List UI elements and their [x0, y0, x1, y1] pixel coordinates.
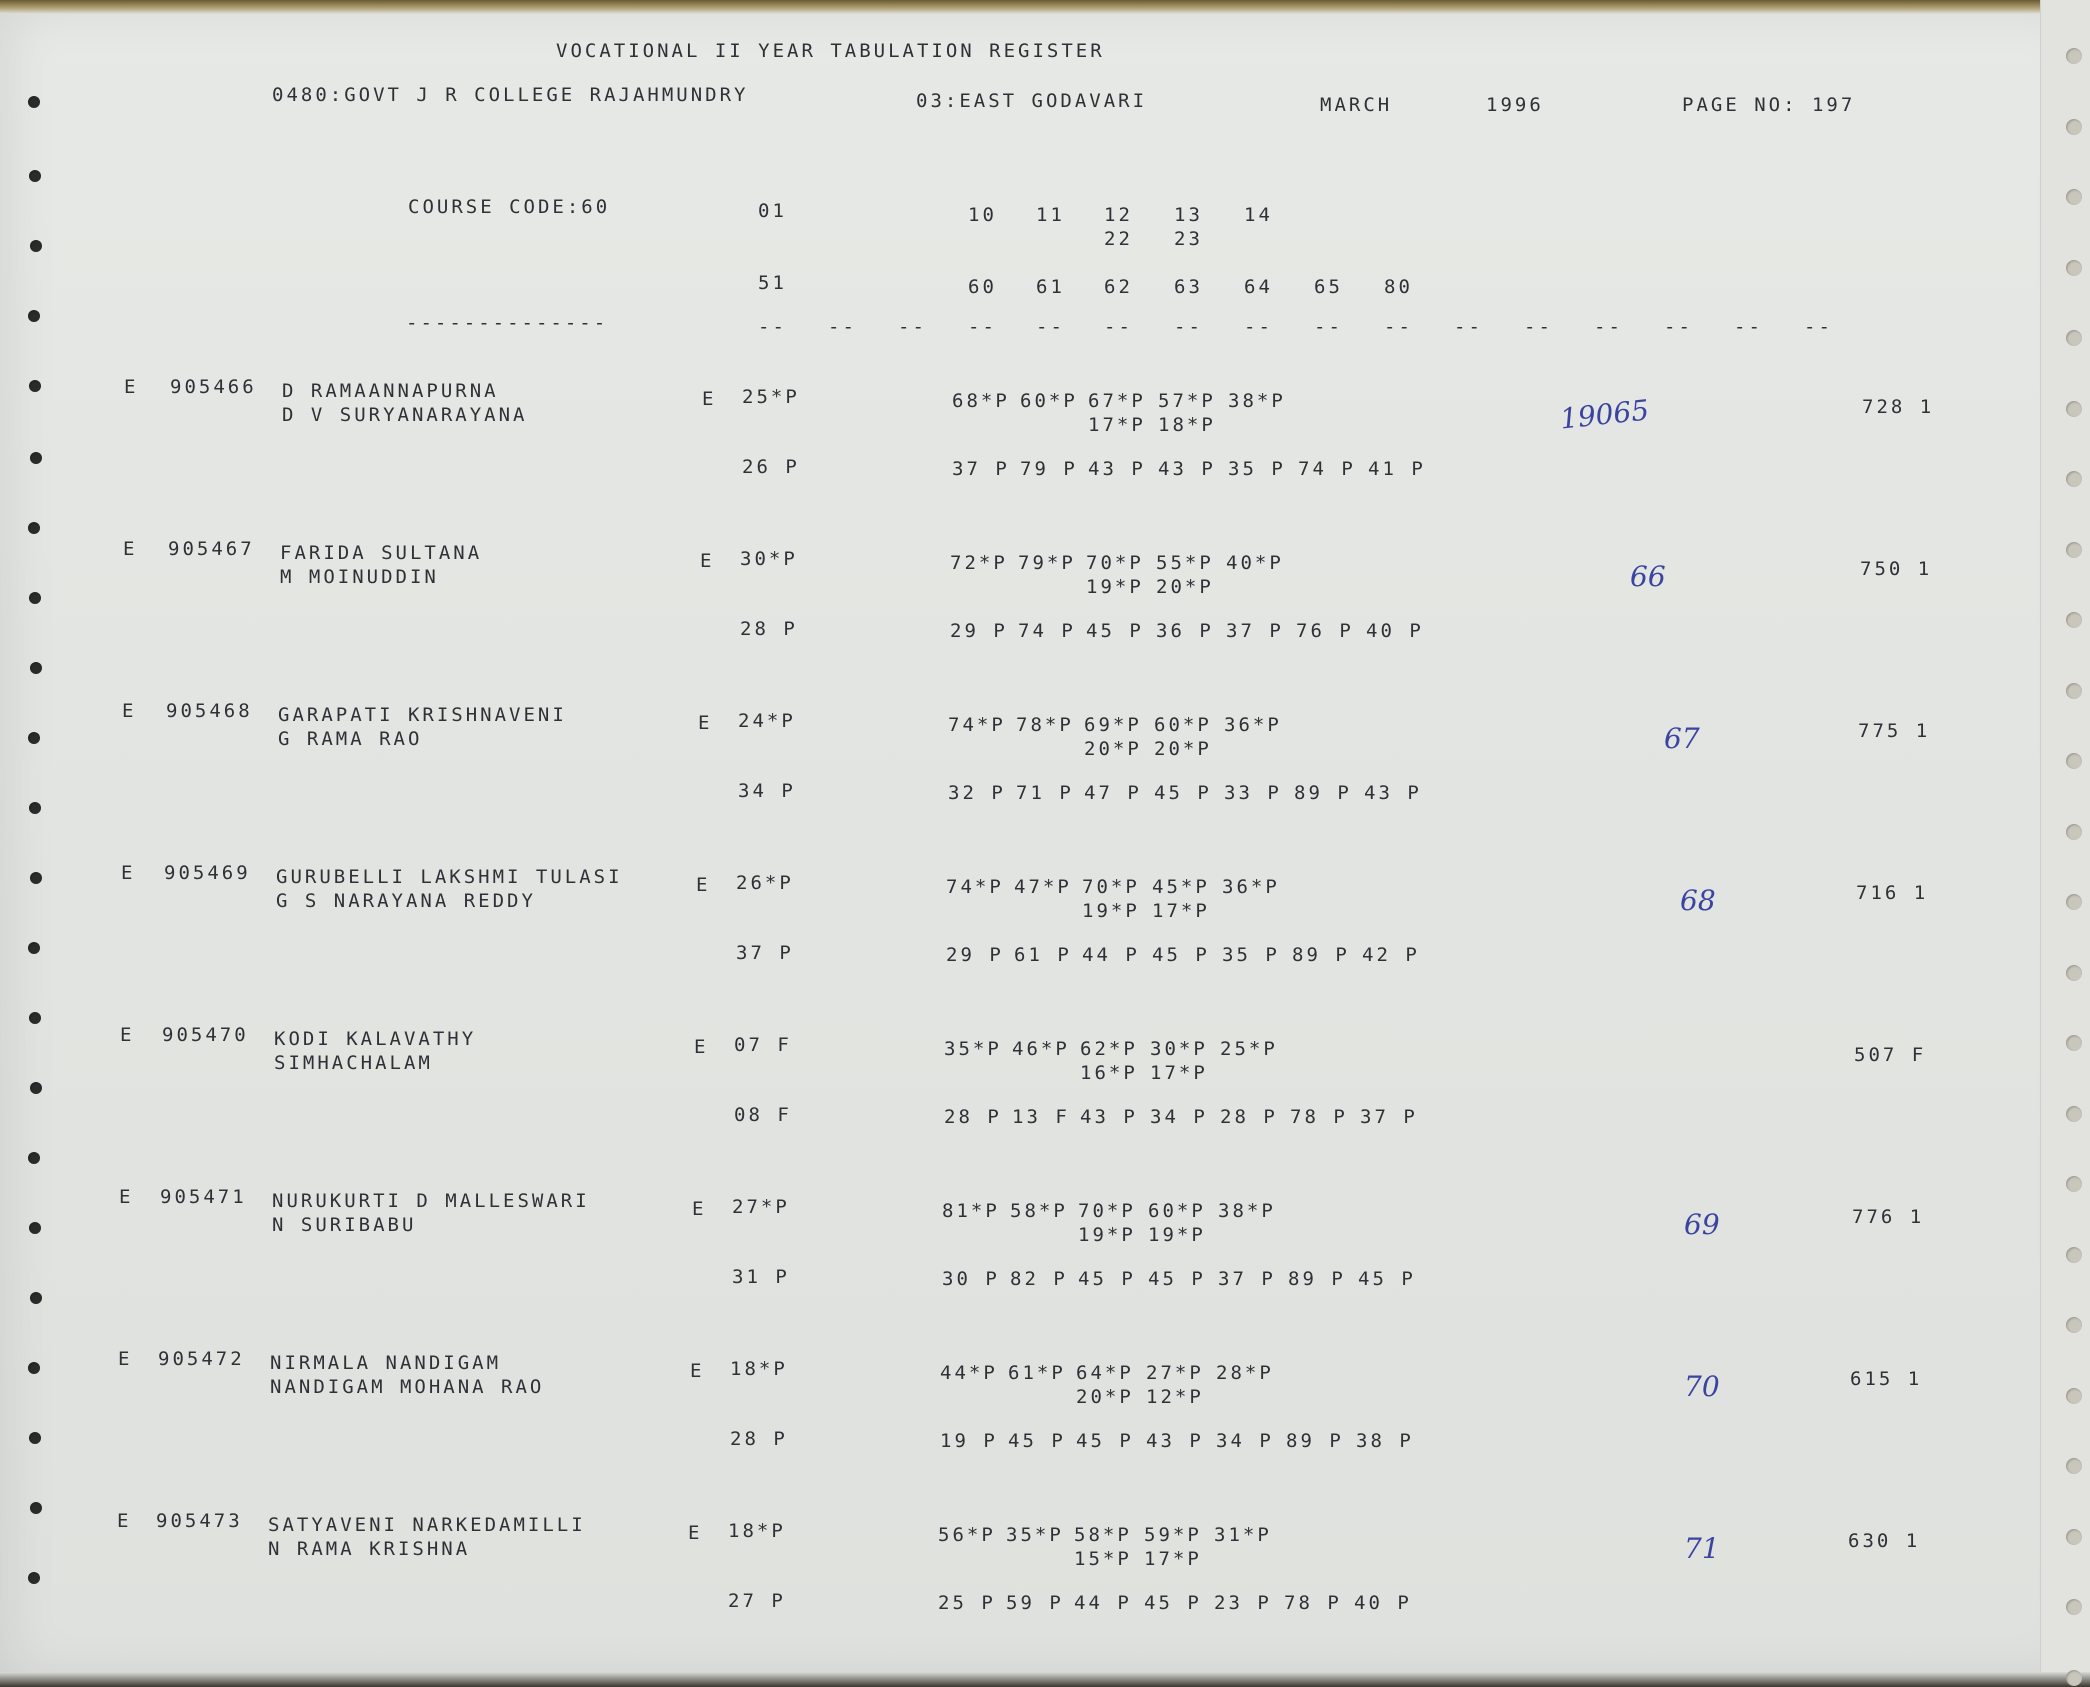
code-row1-value: 11: [1036, 204, 1065, 226]
code-row2-value: 63: [1174, 276, 1203, 298]
code-row1-value: 12: [1104, 204, 1133, 226]
code-row1-value: 14: [1244, 204, 1273, 226]
subject-mark: 70*P: [1082, 876, 1140, 898]
practical-mark: 43 P: [1088, 458, 1146, 480]
subject-mark: 74*P: [948, 714, 1006, 736]
code-row2-value: 62: [1104, 276, 1133, 298]
feed-hole: [2066, 401, 2082, 417]
subject-mark: 55*P: [1156, 552, 1214, 574]
first-year-marks: 18*P: [730, 1358, 788, 1380]
subject-mark: 40*P: [1226, 552, 1284, 574]
subject-mark: 69*P: [1084, 714, 1142, 736]
second-year-marks: 27 P: [728, 1590, 786, 1612]
subject-mark: 70*P: [1078, 1200, 1136, 1222]
exam-month: MARCH: [1320, 94, 1393, 116]
practical-mark: 41 P: [1368, 458, 1426, 480]
subject-mark: 38*P: [1228, 390, 1286, 412]
practical-mark: 45 P: [1148, 1268, 1206, 1290]
divider-long: --------------: [406, 312, 609, 334]
practical-mark: 28 P: [944, 1106, 1002, 1128]
record-type: E: [117, 1510, 132, 1532]
handwritten-serial: 68: [1680, 884, 1716, 917]
practical-mark: 34 P: [1216, 1430, 1274, 1452]
subject-mark: 31*P: [1214, 1524, 1272, 1546]
grand-total-result: 728 1: [1862, 396, 1935, 418]
register-title: VOCATIONAL II YEAR TABULATION REGISTER: [556, 40, 1105, 62]
second-year-marks: 08 F: [734, 1104, 792, 1126]
hall-ticket-number: 905473: [156, 1510, 243, 1532]
subject-mark-sub: 17*P: [1088, 414, 1146, 436]
candidate-name: NURUKURTI D MALLESWARI: [272, 1190, 590, 1212]
handwritten-serial: 70: [1684, 1370, 1720, 1403]
subject-mark: 81*P: [942, 1200, 1000, 1222]
practical-mark: 45 P: [1152, 944, 1210, 966]
subject-mark: 27*P: [1146, 1362, 1204, 1384]
code-row2-value: 80: [1384, 276, 1413, 298]
code-row2-value: 61: [1036, 276, 1065, 298]
practical-mark: 37 P: [1218, 1268, 1276, 1290]
handwritten-serial: 19065: [1558, 393, 1651, 436]
practical-mark: 45 P: [1078, 1268, 1136, 1290]
subject-mark-sub: 17*P: [1144, 1548, 1202, 1570]
father-name: SIMHACHALAM: [274, 1052, 433, 1074]
district: 03:EAST GODAVARI: [916, 90, 1148, 112]
divider-dash: --: [1804, 316, 1833, 338]
candidate-name: GURUBELLI LAKSHMI TULASI: [276, 866, 623, 888]
divider-dash: --: [758, 316, 787, 338]
practical-mark: 44 P: [1082, 944, 1140, 966]
father-name: M MOINUDDIN: [280, 566, 439, 588]
subject-mark: 57*P: [1158, 390, 1216, 412]
feed-hole: [28, 942, 40, 954]
hall-ticket-number: 905472: [158, 1348, 245, 1370]
code-row2-value: 64: [1244, 276, 1273, 298]
second-year-marks: 28 P: [730, 1428, 788, 1450]
subject-mark: 35*P: [1006, 1524, 1064, 1546]
subject-mark: 68*P: [952, 390, 1010, 412]
tractor-feed-strip: [2040, 0, 2090, 1687]
subject-mark: 67*P: [1088, 390, 1146, 412]
second-year-marks: 31 P: [732, 1266, 790, 1288]
subject-mark: 79*P: [1018, 552, 1076, 574]
father-name: D V SURYANARAYANA: [282, 404, 528, 426]
practical-mark: 45 P: [1076, 1430, 1134, 1452]
record-type: E: [120, 1024, 135, 1046]
medium-code: E: [702, 388, 717, 410]
practical-mark: 33 P: [1224, 782, 1282, 804]
medium-code: E: [692, 1198, 707, 1220]
subject-mark-sub: 20*P: [1154, 738, 1212, 760]
grand-total-result: 776 1: [1852, 1206, 1925, 1228]
subject-mark: 36*P: [1224, 714, 1282, 736]
medium-code: E: [698, 712, 713, 734]
feed-hole: [30, 1082, 42, 1094]
feed-hole: [28, 1572, 40, 1584]
divider-dash: --: [1174, 316, 1203, 338]
feed-hole: [30, 452, 42, 464]
practical-mark: 78 P: [1284, 1592, 1342, 1614]
subject-mark: 38*P: [1218, 1200, 1276, 1222]
practical-mark: 36 P: [1156, 620, 1214, 642]
subject-mark: 60*P: [1020, 390, 1078, 412]
feed-hole: [2066, 189, 2082, 205]
feed-hole: [29, 1222, 41, 1234]
record-type: E: [123, 538, 138, 560]
grand-total-result: 615 1: [1850, 1368, 1923, 1390]
practical-mark: 82 P: [1010, 1268, 1068, 1290]
feed-hole: [2066, 1388, 2082, 1404]
practical-mark: 89 P: [1292, 944, 1350, 966]
subject-mark-sub: 19*P: [1082, 900, 1140, 922]
divider-dash: --: [1664, 316, 1693, 338]
first-year-marks: 27*P: [732, 1196, 790, 1218]
practical-mark: 45 P: [1086, 620, 1144, 642]
handwritten-serial: 69: [1684, 1208, 1720, 1241]
practical-mark: 28 P: [1220, 1106, 1278, 1128]
feed-hole: [2066, 1247, 2082, 1263]
feed-hole: [30, 240, 42, 252]
practical-mark: 25 P: [938, 1592, 996, 1614]
feed-hole: [2066, 753, 2082, 769]
feed-hole: [2066, 894, 2082, 910]
medium-code: E: [690, 1360, 705, 1382]
feed-hole: [30, 662, 42, 674]
code-row1-first: 01: [758, 200, 787, 222]
feed-hole: [2066, 683, 2082, 699]
subject-mark: 46*P: [1012, 1038, 1070, 1060]
practical-mark: 35 P: [1222, 944, 1280, 966]
subject-mark: 62*P: [1080, 1038, 1138, 1060]
subject-mark: 72*P: [950, 552, 1008, 574]
subject-mark-sub: 19*P: [1078, 1224, 1136, 1246]
feed-hole: [30, 872, 42, 884]
practical-mark: 23 P: [1214, 1592, 1272, 1614]
feed-hole: [29, 1432, 41, 1444]
practical-mark: 13 F: [1012, 1106, 1070, 1128]
practical-mark: 74 P: [1298, 458, 1356, 480]
subject-mark-sub: 16*P: [1080, 1062, 1138, 1084]
divider-dash: --: [1524, 316, 1553, 338]
divider-dash: --: [1244, 316, 1273, 338]
grand-total-result: 507 F: [1854, 1044, 1927, 1066]
feed-hole: [2066, 1106, 2082, 1122]
feed-hole: [2066, 1599, 2082, 1615]
feed-hole: [2066, 1458, 2082, 1474]
medium-code: E: [696, 874, 711, 896]
subject-mark: 74*P: [946, 876, 1004, 898]
father-name: N SURIBABU: [272, 1214, 417, 1236]
subject-mark: 60*P: [1154, 714, 1212, 736]
code-row1-value: 13: [1174, 204, 1203, 226]
feed-hole: [2066, 260, 2082, 276]
handwritten-serial: 67: [1664, 722, 1700, 755]
subject-mark-sub: 12*P: [1146, 1386, 1204, 1408]
subject-mark-sub: 17*P: [1150, 1062, 1208, 1084]
feed-hole: [28, 96, 40, 108]
feed-hole: [28, 732, 40, 744]
candidate-name: D RAMAANNAPURNA: [282, 380, 499, 402]
divider-dash: --: [1454, 316, 1483, 338]
father-name: G S NARAYANA REDDY: [276, 890, 536, 912]
feed-hole: [2066, 119, 2082, 135]
feed-hole: [29, 380, 41, 392]
feed-hole: [28, 1152, 40, 1164]
code-row1-value: 10: [968, 204, 997, 226]
subject-mark-sub: 19*P: [1086, 576, 1144, 598]
father-name: G RAMA RAO: [278, 728, 423, 750]
divider-dash: --: [828, 316, 857, 338]
page-number: PAGE NO: 197: [1682, 94, 1856, 116]
feed-hole: [2066, 48, 2082, 64]
feed-hole: [29, 592, 41, 604]
practical-mark: 40 P: [1354, 1592, 1412, 1614]
subject-mark-sub: 17*P: [1152, 900, 1210, 922]
feed-hole: [2066, 542, 2082, 558]
subject-mark-sub: 20*P: [1076, 1386, 1134, 1408]
feed-hole: [2066, 1035, 2082, 1051]
hall-ticket-number: 905469: [164, 862, 251, 884]
hall-ticket-number: 905466: [170, 376, 257, 398]
divider-dash: --: [1036, 316, 1065, 338]
candidate-name: SATYAVENI NARKEDAMILLI: [268, 1514, 586, 1536]
code-row1b-value: 23: [1174, 228, 1203, 250]
feed-hole: [29, 802, 41, 814]
feed-hole: [2066, 612, 2082, 628]
father-name: NANDIGAM MOHANA RAO: [270, 1376, 545, 1398]
practical-mark: 45 P: [1008, 1430, 1066, 1452]
practical-mark: 40 P: [1366, 620, 1424, 642]
practical-mark: 44 P: [1074, 1592, 1132, 1614]
subject-mark-sub: 18*P: [1158, 414, 1216, 436]
divider-dash: --: [898, 316, 927, 338]
practical-mark: 76 P: [1296, 620, 1354, 642]
second-year-marks: 26 P: [742, 456, 800, 478]
father-name: N RAMA KRISHNA: [268, 1538, 471, 1560]
feed-hole: [2066, 1176, 2082, 1192]
practical-mark: 74 P: [1018, 620, 1076, 642]
second-year-marks: 37 P: [736, 942, 794, 964]
subject-mark: 61*P: [1008, 1362, 1066, 1384]
subject-mark: 64*P: [1076, 1362, 1134, 1384]
first-year-marks: 07 F: [734, 1034, 792, 1056]
course-code: COURSE CODE:60: [408, 196, 611, 218]
medium-code: E: [700, 550, 715, 572]
practical-mark: 89 P: [1288, 1268, 1346, 1290]
candidate-name: NIRMALA NANDIGAM: [270, 1352, 502, 1374]
subject-mark: 58*P: [1074, 1524, 1132, 1546]
hall-ticket-number: 905468: [166, 700, 253, 722]
practical-mark: 59 P: [1006, 1592, 1064, 1614]
record-type: E: [118, 1348, 133, 1370]
medium-code: E: [694, 1036, 709, 1058]
medium-code: E: [688, 1522, 703, 1544]
hall-ticket-number: 905470: [162, 1024, 249, 1046]
practical-mark: 43 P: [1146, 1430, 1204, 1452]
code-row2-first: 51: [758, 272, 787, 294]
subject-mark: 60*P: [1148, 1200, 1206, 1222]
bottom-edge: [0, 1672, 2090, 1687]
first-year-marks: 26*P: [736, 872, 794, 894]
feed-hole: [30, 1292, 42, 1304]
practical-mark: 61 P: [1014, 944, 1072, 966]
code-row2-value: 60: [968, 276, 997, 298]
practical-mark: 47 P: [1084, 782, 1142, 804]
feed-hole: [2066, 824, 2082, 840]
hall-ticket-number: 905467: [168, 538, 255, 560]
subject-mark-sub: 20*P: [1156, 576, 1214, 598]
practical-mark: 45 P: [1154, 782, 1212, 804]
practical-mark: 30 P: [942, 1268, 1000, 1290]
subject-mark: 58*P: [1010, 1200, 1068, 1222]
candidate-name: FARIDA SULTANA: [280, 542, 483, 564]
first-year-marks: 30*P: [740, 548, 798, 570]
practical-mark: 29 P: [946, 944, 1004, 966]
practical-mark: 32 P: [948, 782, 1006, 804]
college-name: 0480:GOVT J R COLLEGE RAJAHMUNDRY: [272, 84, 749, 106]
subject-mark: 30*P: [1150, 1038, 1208, 1060]
subject-mark: 78*P: [1016, 714, 1074, 736]
subject-mark-sub: 19*P: [1148, 1224, 1206, 1246]
exam-year: 1996: [1486, 94, 1544, 116]
grand-total-result: 630 1: [1848, 1530, 1921, 1552]
feed-hole: [30, 1502, 42, 1514]
first-year-marks: 25*P: [742, 386, 800, 408]
practical-mark: 37 P: [952, 458, 1010, 480]
practical-mark: 45 P: [1144, 1592, 1202, 1614]
practical-mark: 89 P: [1286, 1430, 1344, 1452]
divider-dash: --: [1104, 316, 1133, 338]
practical-mark: 43 P: [1364, 782, 1422, 804]
subject-mark: 56*P: [938, 1524, 996, 1546]
second-year-marks: 28 P: [740, 618, 798, 640]
record-type: E: [122, 700, 137, 722]
practical-mark: 78 P: [1290, 1106, 1348, 1128]
feed-hole: [28, 1362, 40, 1374]
practical-mark: 34 P: [1150, 1106, 1208, 1128]
practical-mark: 43 P: [1158, 458, 1216, 480]
practical-mark: 43 P: [1080, 1106, 1138, 1128]
practical-mark: 79 P: [1020, 458, 1078, 480]
subject-mark: 35*P: [944, 1038, 1002, 1060]
grand-total-result: 750 1: [1860, 558, 1933, 580]
code-row1b-value: 22: [1104, 228, 1133, 250]
feed-hole: [2066, 965, 2082, 981]
grand-total-result: 716 1: [1856, 882, 1929, 904]
subject-mark: 70*P: [1086, 552, 1144, 574]
practical-mark: 19 P: [940, 1430, 998, 1452]
handwritten-serial: 66: [1630, 560, 1666, 593]
divider-dash: --: [1734, 316, 1763, 338]
subject-mark-sub: 15*P: [1074, 1548, 1132, 1570]
practical-mark: 42 P: [1362, 944, 1420, 966]
feed-hole: [2066, 1529, 2082, 1545]
feed-hole: [29, 1012, 41, 1024]
record-type: E: [124, 376, 139, 398]
divider-dash: --: [1314, 316, 1343, 338]
subject-mark: 28*P: [1216, 1362, 1274, 1384]
handwritten-serial: 71: [1684, 1532, 1720, 1565]
subject-mark-sub: 20*P: [1084, 738, 1142, 760]
feed-hole: [28, 310, 40, 322]
candidate-name: GARAPATI KRISHNAVENI: [278, 704, 567, 726]
feed-hole: [29, 170, 41, 182]
divider-dash: --: [1384, 316, 1413, 338]
feed-hole: [2066, 330, 2082, 346]
feed-hole: [2066, 471, 2082, 487]
first-year-marks: 18*P: [728, 1520, 786, 1542]
record-type: E: [119, 1186, 134, 1208]
practical-mark: 35 P: [1228, 458, 1286, 480]
practical-mark: 38 P: [1356, 1430, 1414, 1452]
subject-mark: 47*P: [1014, 876, 1072, 898]
grand-total-result: 775 1: [1858, 720, 1931, 742]
second-year-marks: 34 P: [738, 780, 796, 802]
subject-mark: 25*P: [1220, 1038, 1278, 1060]
divider-dash: --: [968, 316, 997, 338]
candidate-name: KODI KALAVATHY: [274, 1028, 477, 1050]
subject-mark: 44*P: [940, 1362, 998, 1384]
feed-hole: [28, 522, 40, 534]
first-year-marks: 24*P: [738, 710, 796, 732]
feed-hole: [2066, 1317, 2082, 1333]
practical-mark: 89 P: [1294, 782, 1352, 804]
subject-mark: 45*P: [1152, 876, 1210, 898]
practical-mark: 29 P: [950, 620, 1008, 642]
subject-mark: 59*P: [1144, 1524, 1202, 1546]
divider-dash: --: [1594, 316, 1623, 338]
record-type: E: [121, 862, 136, 884]
hall-ticket-number: 905471: [160, 1186, 247, 1208]
subject-mark: 36*P: [1222, 876, 1280, 898]
practical-mark: 71 P: [1016, 782, 1074, 804]
practical-mark: 37 P: [1226, 620, 1284, 642]
top-edge: [0, 0, 2090, 14]
code-row2-value: 65: [1314, 276, 1343, 298]
practical-mark: 45 P: [1358, 1268, 1416, 1290]
feed-hole: [2066, 1670, 2082, 1686]
practical-mark: 37 P: [1360, 1106, 1418, 1128]
